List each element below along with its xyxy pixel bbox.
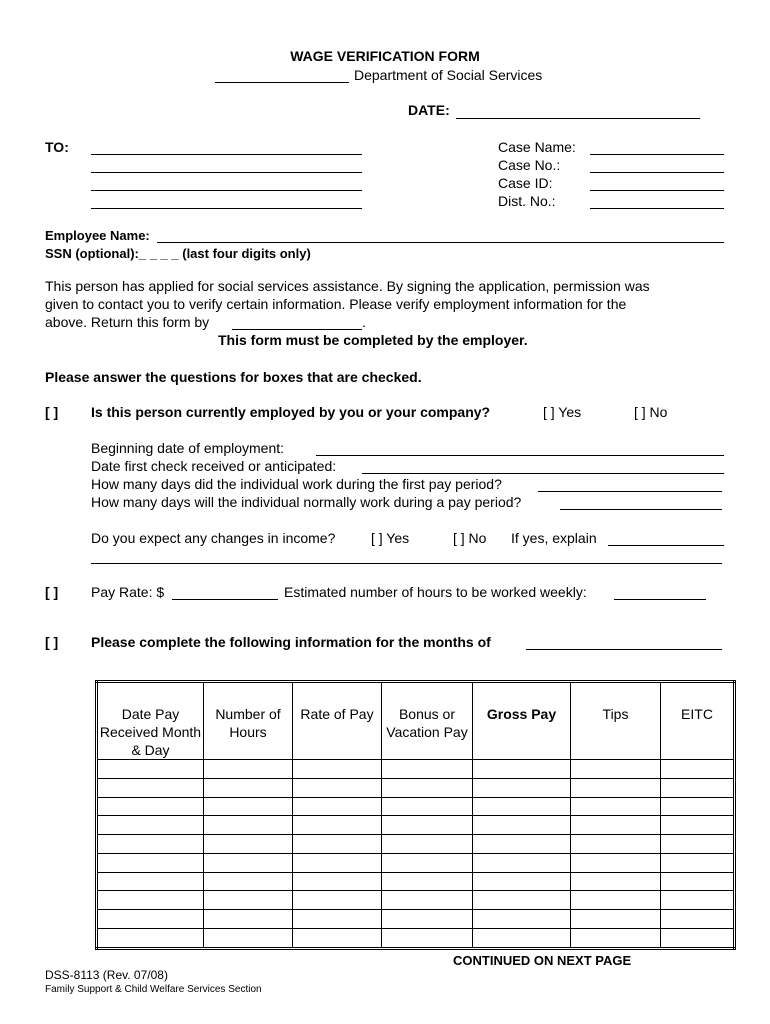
table-cell[interactable] (473, 778, 571, 797)
table-cell[interactable] (382, 835, 473, 854)
begin-date-label: Beginning date of employment: (91, 440, 285, 456)
section-name: Family Support & Child Welfare Services Section (45, 984, 262, 995)
to-line-2[interactable] (91, 172, 362, 173)
explain-field-line-2[interactable] (91, 563, 722, 564)
days-first-label: How many days did the individual work during the first pay period? (91, 476, 502, 492)
if-yes-label: If yes, explain (511, 530, 597, 546)
table-cell[interactable] (97, 929, 204, 949)
department-blank[interactable] (215, 82, 349, 83)
col-header-rate: Rate of Pay (293, 682, 382, 760)
table-cell[interactable] (473, 797, 571, 816)
to-label: TO: (45, 139, 69, 155)
changes-label: Do you expect any changes in income? (91, 530, 336, 546)
table-cell[interactable] (661, 760, 735, 779)
intro-line-1: This person has applied for social services assistance. By signing the application, permission was (45, 278, 650, 294)
hours-field[interactable] (614, 599, 706, 600)
table-cell[interactable] (661, 816, 735, 835)
form-number: DSS-8113 (Rev. 07/08) (45, 968, 168, 982)
table-cell[interactable] (382, 853, 473, 872)
table-cell[interactable] (382, 929, 473, 949)
col-header-bonus: Bonus or Vacation Pay (382, 682, 473, 760)
table-cell[interactable] (571, 835, 661, 854)
case-no-label: Case No.: (498, 157, 561, 173)
table-cell[interactable] (661, 910, 735, 929)
table-cell[interactable] (293, 835, 382, 854)
intro-line-2: given to contact you to verify certain information. Please verify employment information for the (45, 296, 627, 312)
table-cell[interactable] (661, 853, 735, 872)
table-cell[interactable] (473, 929, 571, 949)
table-cell[interactable] (97, 760, 204, 779)
table-cell[interactable] (97, 853, 204, 872)
table-cell[interactable] (97, 910, 204, 929)
explain-field[interactable] (608, 545, 724, 546)
intro-line-3: above. Return this form by (45, 314, 210, 330)
table-cell[interactable] (204, 797, 293, 816)
case-name-label: Case Name: (498, 139, 576, 155)
col-header-eitc: EITC (661, 682, 735, 760)
table-cell[interactable] (293, 853, 382, 872)
table-cell[interactable] (382, 910, 473, 929)
table-cell[interactable] (473, 872, 571, 891)
table-cell[interactable] (382, 816, 473, 835)
col-header-date-pay: Date Pay Received Month & Day (97, 682, 204, 760)
return-by-field[interactable] (232, 329, 362, 330)
intro-line-3-end: . (362, 314, 366, 330)
table-cell[interactable] (473, 760, 571, 779)
months-field[interactable] (526, 649, 722, 650)
table-cell[interactable] (204, 929, 293, 949)
table-cell[interactable] (473, 910, 571, 929)
pay-rate-label: Pay Rate: $ (91, 584, 165, 600)
days-normal-field[interactable] (560, 509, 722, 510)
to-line-1[interactable] (91, 154, 362, 155)
table-cell[interactable] (204, 760, 293, 779)
table-cell[interactable] (473, 891, 571, 910)
table-cell[interactable] (473, 853, 571, 872)
table-row (97, 760, 735, 779)
section1-checkbox[interactable]: [ ] (45, 404, 59, 420)
date-label: DATE: (408, 102, 450, 118)
table-row (97, 816, 735, 835)
table-row (97, 797, 735, 816)
col-header-gross-pay: Gross Pay (473, 682, 571, 760)
employee-name-label: Employee Name: (45, 228, 150, 243)
dist-no-field[interactable] (590, 208, 724, 209)
table-cell[interactable] (204, 835, 293, 854)
table-cell[interactable] (382, 778, 473, 797)
section2-checkbox[interactable]: [ ] (45, 584, 59, 600)
case-id-field[interactable] (590, 190, 724, 191)
table-cell[interactable] (293, 778, 382, 797)
to-line-4[interactable] (91, 208, 362, 209)
table-cell[interactable] (204, 891, 293, 910)
table-cell[interactable] (97, 891, 204, 910)
table-row (97, 929, 735, 949)
table-row (97, 891, 735, 910)
table-cell[interactable] (661, 797, 735, 816)
table-cell[interactable] (571, 853, 661, 872)
department-label: Department of Social Services (354, 67, 543, 83)
employee-name-field[interactable] (157, 242, 724, 243)
table-row (97, 835, 735, 854)
case-id-label: Case ID: (498, 175, 553, 191)
date-field[interactable] (456, 118, 700, 119)
table-cell[interactable] (382, 891, 473, 910)
pay-table (95, 680, 736, 950)
ssn-label: SSN (optional):_ _ _ _ (last four digits only) (45, 246, 311, 261)
changes-no-checkbox[interactable]: [ ] No (453, 530, 487, 546)
table-cell[interactable] (97, 797, 204, 816)
days-normal-label: How many days will the individual normally work during a pay period? (91, 494, 522, 510)
table-cell[interactable] (661, 929, 735, 949)
col-header-hours: Number of Hours (204, 682, 293, 760)
table-cell[interactable] (382, 760, 473, 779)
continued-note: CONTINUED ON NEXT PAGE (453, 953, 632, 968)
table-cell[interactable] (661, 872, 735, 891)
employed-yes-checkbox[interactable]: [ ] Yes (543, 404, 582, 420)
table-cell[interactable] (661, 835, 735, 854)
employed-no-checkbox[interactable]: [ ] No (634, 404, 668, 420)
table-row (97, 778, 735, 797)
table-row (97, 872, 735, 891)
table-row (97, 910, 735, 929)
employer-note: This form must be completed by the employer. (218, 332, 528, 348)
table-cell[interactable] (97, 835, 204, 854)
changes-yes-checkbox[interactable]: [ ] Yes (371, 530, 410, 546)
pay-rate-field[interactable] (172, 599, 278, 600)
table-header-row (97, 682, 735, 760)
table-cell[interactable] (204, 778, 293, 797)
case-name-field[interactable] (590, 154, 724, 155)
table-cell[interactable] (571, 778, 661, 797)
table-cell[interactable] (473, 835, 571, 854)
table-cell[interactable] (571, 910, 661, 929)
table-cell[interactable] (382, 872, 473, 891)
table-cell[interactable] (293, 910, 382, 929)
table-cell[interactable] (204, 816, 293, 835)
table-cell[interactable] (661, 778, 735, 797)
table-cell[interactable] (571, 760, 661, 779)
table-cell[interactable] (293, 816, 382, 835)
table-cell[interactable] (97, 778, 204, 797)
table-cell[interactable] (293, 760, 382, 779)
first-check-label: Date first check received or anticipated: (91, 458, 337, 474)
table-cell[interactable] (293, 891, 382, 910)
begin-date-field[interactable] (316, 455, 724, 456)
table-cell[interactable] (571, 816, 661, 835)
table-cell[interactable] (293, 929, 382, 949)
days-first-field[interactable] (538, 491, 722, 492)
table-cell[interactable] (571, 929, 661, 949)
form-title: WAGE VERIFICATION FORM (290, 48, 480, 64)
to-line-3[interactable] (91, 190, 362, 191)
table-cell[interactable] (293, 872, 382, 891)
table-cell[interactable] (571, 872, 661, 891)
table-cell[interactable] (571, 797, 661, 816)
hours-label: Estimated number of hours to be worked weekly: (284, 584, 587, 600)
table-cell[interactable] (382, 797, 473, 816)
first-check-field[interactable] (362, 473, 724, 474)
months-label: Please complete the following information for the months of (91, 634, 491, 650)
col-header-tips: Tips (571, 682, 661, 760)
table-cell[interactable] (97, 816, 204, 835)
table-cell[interactable] (97, 872, 204, 891)
table-cell[interactable] (661, 891, 735, 910)
table-cell[interactable] (204, 910, 293, 929)
table-row (97, 853, 735, 872)
instructions: Please answer the questions for boxes that are checked. (45, 369, 422, 385)
dist-no-label: Dist. No.: (498, 193, 556, 209)
table-cell[interactable] (293, 797, 382, 816)
table-cell[interactable] (571, 891, 661, 910)
case-no-field[interactable] (590, 172, 724, 173)
table-cell[interactable] (204, 853, 293, 872)
employed-question: Is this person currently employed by you or your company? (91, 404, 491, 420)
table-cell[interactable] (204, 872, 293, 891)
section3-checkbox[interactable]: [ ] (45, 634, 59, 650)
table-cell[interactable] (473, 816, 571, 835)
